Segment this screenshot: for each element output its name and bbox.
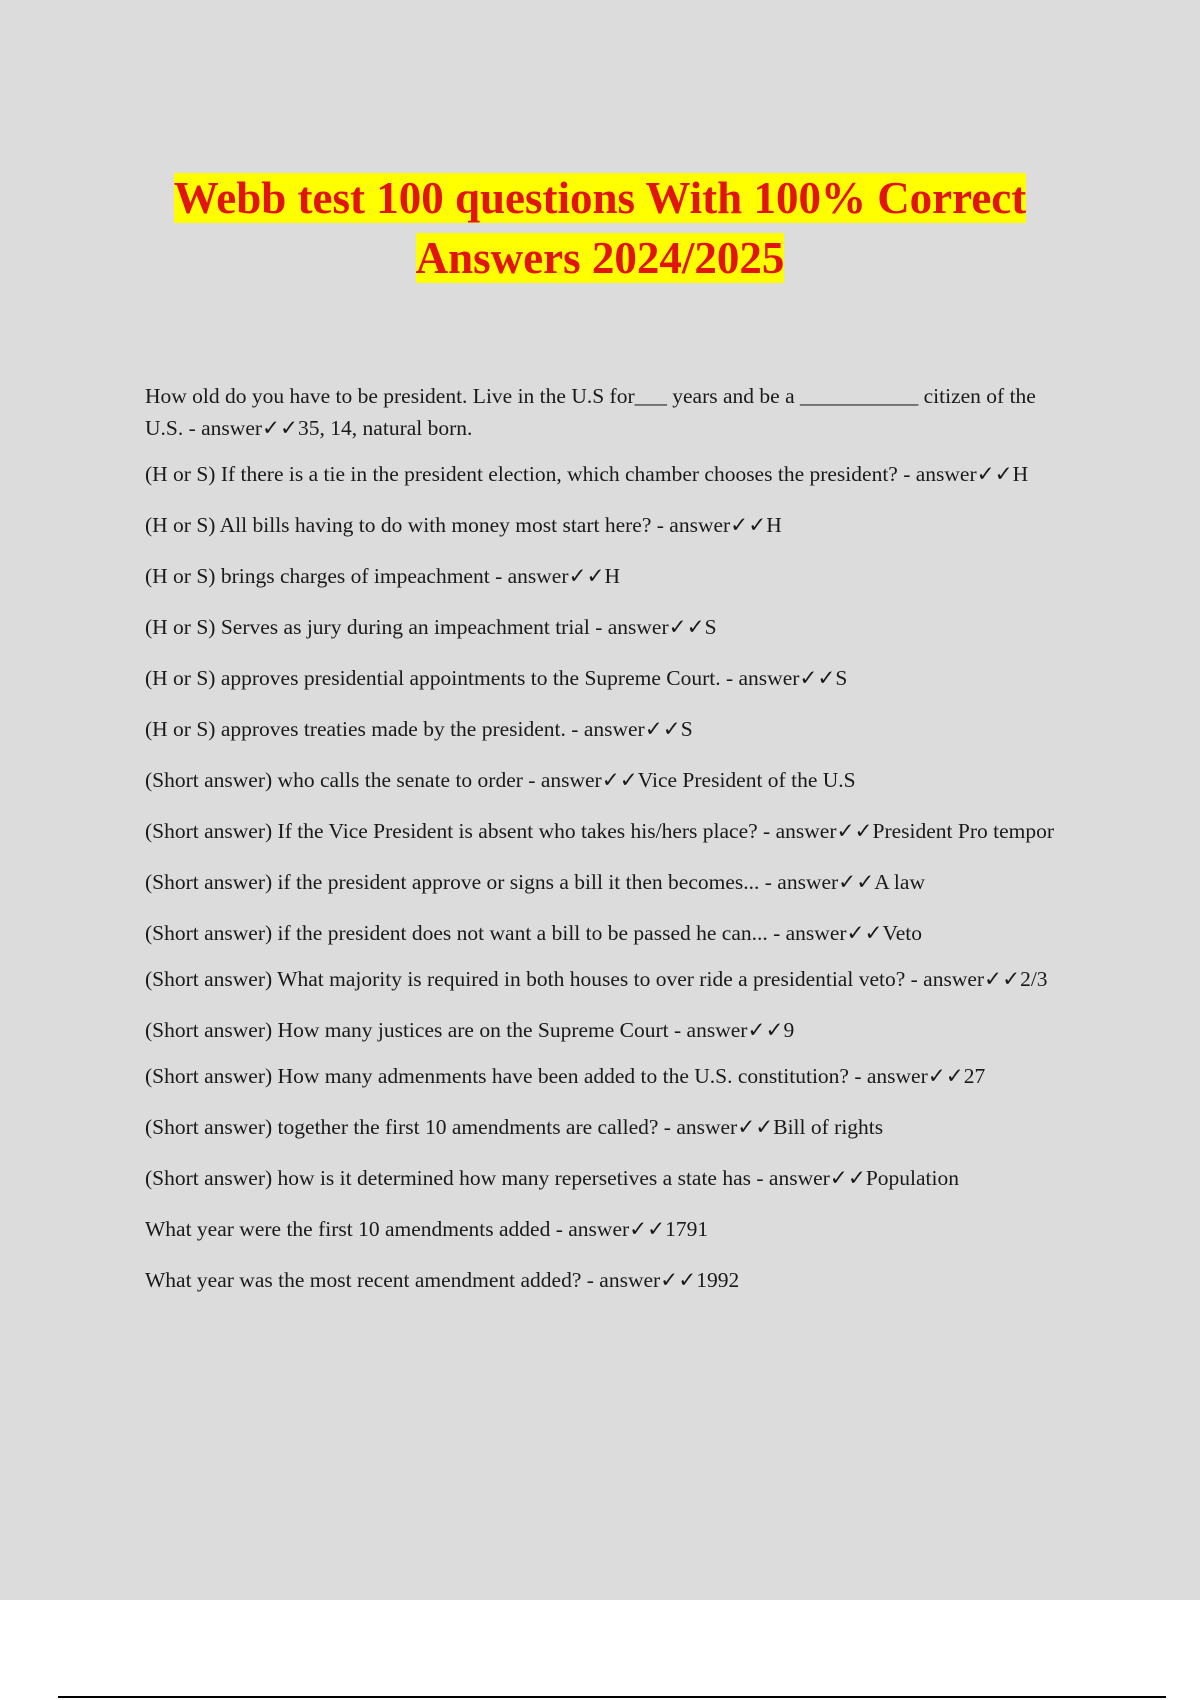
qa-item-12: (Short answer) What majority is required in both houses to over ride a presidential veto? - answer✓✓2/3: [145, 967, 1048, 991]
qa-item-8: (Short answer) who calls the senate to order - answer✓✓Vice President of the U.S: [145, 768, 856, 792]
qa-item-9: (Short answer) If the Vice President is absent who takes his/hers place? - answer✓✓President Pro tempor: [145, 819, 1055, 843]
title-line-2: Answers 2024/2025: [415, 233, 785, 283]
qa-item-2: (H or S) If there is a tie in the president election, which chamber chooses the president? - answer✓✓H: [145, 462, 1029, 486]
qa-item-13: (Short answer) How many justices are on the Supreme Court - answer✓✓9: [145, 1018, 795, 1042]
title-line-1: Webb test 100 questions With 100% Correct: [173, 173, 1027, 223]
qa-item-15: (Short answer) together the first 10 amendments are called? - answer✓✓Bill of rights: [145, 1115, 884, 1139]
qa-item-4: (H or S) brings charges of impeachment - answer✓✓H: [145, 564, 621, 588]
qa-item-5: (H or S) Serves as jury during an impeachment trial - answer✓✓S: [145, 615, 717, 639]
page-break-rule: [58, 1696, 1166, 1698]
qa-item-10: (Short answer) if the president approve or signs a bill it then becomes... - answer✓✓A law: [145, 870, 925, 894]
qa-item-7: (H or S) approves treaties made by the president. - answer✓✓S: [145, 717, 693, 741]
qa-item-18: What year was the most recent amendment added? - answer✓✓1992: [145, 1268, 740, 1292]
qa-list: [145, 380, 1075, 1296]
qa-item-14: (Short answer) How many admenments have been added to the U.S. constitution? - answer✓✓27: [145, 1064, 986, 1088]
qa-item-11: (Short answer) if the president does not want a bill to be passed he can... - answer✓✓Veto: [145, 921, 922, 945]
qa-item-6: (H or S) approves presidential appointments to the Supreme Court. - answer✓✓S: [145, 666, 848, 690]
qa-item-3: (H or S) All bills having to do with money most start here? - answer✓✓H: [145, 513, 782, 537]
qa-item-17: What year were the first 10 amendments added - answer✓✓1791: [145, 1217, 709, 1241]
qa-item-16: (Short answer) how is it determined how many repersetives a state has - answer✓✓Population: [145, 1166, 960, 1190]
document-title: [0, 168, 1200, 288]
qa-item-1: How old do you have to be president. Live in the U.S for___ years and be a ___________ citizen of the U.S. - answer✓✓35, 14, natural born.: [145, 384, 1036, 440]
